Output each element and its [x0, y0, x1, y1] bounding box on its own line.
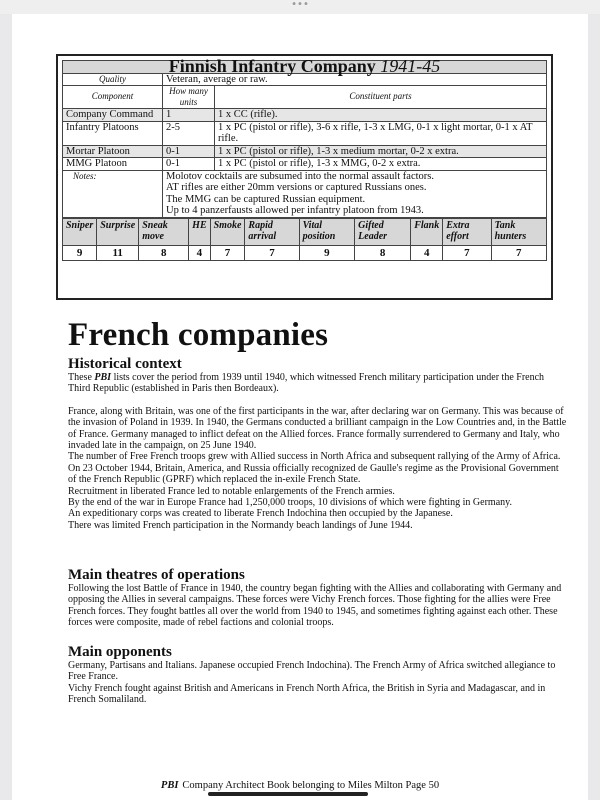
intro-text: These	[68, 372, 95, 383]
stat-value: 7	[443, 245, 491, 260]
section-heading: Historical context	[68, 356, 182, 372]
stat-name: HE	[189, 218, 210, 245]
stat-value: 4	[411, 245, 443, 260]
stat-value: 8	[355, 245, 411, 260]
stat-name: Flank	[411, 218, 443, 245]
stat-name: Surprise	[97, 218, 139, 245]
unit-title-row	[63, 61, 547, 74]
section-heading: Main opponents	[68, 644, 172, 660]
stat-values-row	[63, 245, 547, 260]
paragraph: Vichy French fought against British and Americans in French North Africa, the British in Syria and Madagascar, and in French Somaliland.	[68, 682, 546, 706]
stat-value: 7	[491, 245, 546, 260]
unit-title	[63, 56, 547, 76]
stat-name: Smoke	[210, 218, 245, 245]
drag-handle-icon[interactable]: •••	[291, 0, 309, 10]
note-line: The MMG can be captured Russian equipment.	[166, 193, 366, 205]
paragraph: France, along with Britain, was one of the first participants in the war, after declaring war on Germany. This was because of the invasion of Poland in 1939. In 1940, the Germans conducted a brilliant campaign in the Low Countries and, in the Battle of France. Germany managed to inflict defeat on the Allied forces. France formally surrendered to Germany and Italy, who invaded late in the campaign, on 25 June 1940.	[68, 405, 567, 452]
stat-name: Extra effort	[443, 218, 491, 245]
unit-table	[62, 56, 547, 218]
stat-name: Tank hunters	[491, 218, 546, 245]
stat-value: 9	[63, 245, 97, 260]
footer-text: Company Architect Book belonging to Miles Milton Page 50	[182, 780, 440, 791]
component-count: 0-1	[163, 145, 215, 158]
table-row	[63, 158, 547, 171]
opponents-section	[68, 644, 568, 706]
paragraph: The number of Free French troops grew with Allied success in North Africa and subsequent rallying of the Army of Africa. On 23 October 1944, Britain, America, and Russia officially recognized de Gaulle's regime as the Provisional Government of the French Republic (GPRF) which replaced the in-exile French State.	[68, 451, 561, 486]
component-name: Mortar Platoon	[63, 145, 163, 158]
paragraph: Recruitment in liberated France led to notable enlargements of the French armies.	[68, 485, 395, 497]
stat-name: Rapid arrival	[245, 218, 299, 245]
intro-brand: PBI	[94, 372, 112, 383]
document-page	[12, 14, 588, 800]
paragraph: Germany, Partisans and Italians. Japanese occupied French Indochina). The French Army of Africa switched allegiance to Free France.	[68, 660, 556, 683]
stat-value: 11	[97, 245, 139, 260]
component-name: Company Command	[63, 109, 163, 122]
paragraph: An expeditionary corps was created to liberate French Indochina then occupied by the Japanese.	[68, 508, 453, 520]
unit-title-main: Finnish Infantry Company	[168, 56, 376, 76]
historical-section	[68, 356, 568, 531]
stat-value: 4	[189, 245, 210, 260]
stat-name: Vital position	[299, 218, 355, 245]
table-row	[63, 121, 547, 145]
component-name: MMG Platoon	[63, 158, 163, 171]
component-count: 1	[163, 109, 215, 122]
paragraph: Following the lost Battle of France in 1940, the country began fighting with the Allies and collaborating with Germany and opposing the Allies in several campaigns. These forces were Vichy French forces. Those fighting for the allies were Free French forces. They fought battles all over the world from 1940 to 1945, and sometimes fighting against each other. These forces were composite, made of rebel factions and colonial troops.	[68, 583, 562, 629]
paragraph	[68, 372, 568, 395]
component-count: 0-1	[163, 158, 215, 171]
how-many-header: How many units	[163, 86, 215, 109]
stats-table	[62, 218, 547, 261]
table-row	[63, 145, 547, 158]
footer-brand: PBI	[160, 780, 179, 791]
notes-label: Notes:	[63, 170, 163, 217]
stat-value: 8	[139, 245, 189, 260]
component-parts: 1 x PC (pistol or rifle), 3-6 x rifle, 1-3 x LMG, 0-1 x light mortar, 0-1 x AT rifle.	[215, 121, 547, 145]
note-line: AT rifles are either 20mm versions or captured Russians ones.	[166, 182, 427, 193]
stat-name: Sneak move	[139, 218, 189, 245]
stat-name: Sniper	[63, 218, 97, 245]
stat-name: Gifted Leader	[355, 218, 411, 245]
stat-value: 7	[210, 245, 245, 260]
quality-label: Quality	[63, 73, 163, 86]
theatres-section	[68, 567, 568, 629]
notes-cell	[163, 170, 547, 217]
stat-names-row	[63, 218, 547, 245]
section-heading: Main theatres of operations	[68, 567, 245, 583]
parts-header: Constituent parts	[215, 86, 547, 109]
note-line: Molotov cocktails are subsumed into the normal assault factors.	[166, 170, 434, 182]
component-header: Component	[63, 86, 163, 109]
component-parts: 1 x CC (rifle).	[215, 109, 547, 122]
page-title: French companies	[68, 317, 329, 353]
component-parts: 1 x PC (pistol or rifle), 1-3 x MMG, 0-2 x extra.	[215, 158, 547, 171]
component-parts: 1 x PC (pistol or rifle), 1-3 x medium mortar, 0-2 x extra.	[215, 145, 547, 158]
component-count: 2-5	[163, 121, 215, 145]
table-row	[63, 109, 547, 122]
note-line: Up to 4 panzerfausts allowed per infantry platoon from 1943.	[166, 205, 424, 216]
page-footer	[12, 780, 588, 791]
unit-card	[56, 54, 553, 300]
stat-value: 9	[299, 245, 355, 260]
window-handle[interactable]	[0, 0, 600, 14]
stat-value: 7	[245, 245, 299, 260]
home-indicator[interactable]	[208, 792, 368, 796]
paragraph: There was limited French participation in the Normandy beach landings of June 1944.	[68, 519, 413, 531]
intro-text-rest: lists cover the period from 1939 until 1940, which witnessed French military participation under the French Third Republic (established in Paris then Bordeaux).	[68, 372, 545, 395]
paragraph: By the end of the war in Europe France had 1,250,000 troops, 10 divisions of which were fighting in Germany.	[68, 497, 512, 509]
unit-title-years: 1941-45	[380, 56, 441, 76]
component-name: Infantry Platoons	[63, 121, 163, 145]
quality-value: Veteran, average or raw.	[163, 73, 547, 86]
